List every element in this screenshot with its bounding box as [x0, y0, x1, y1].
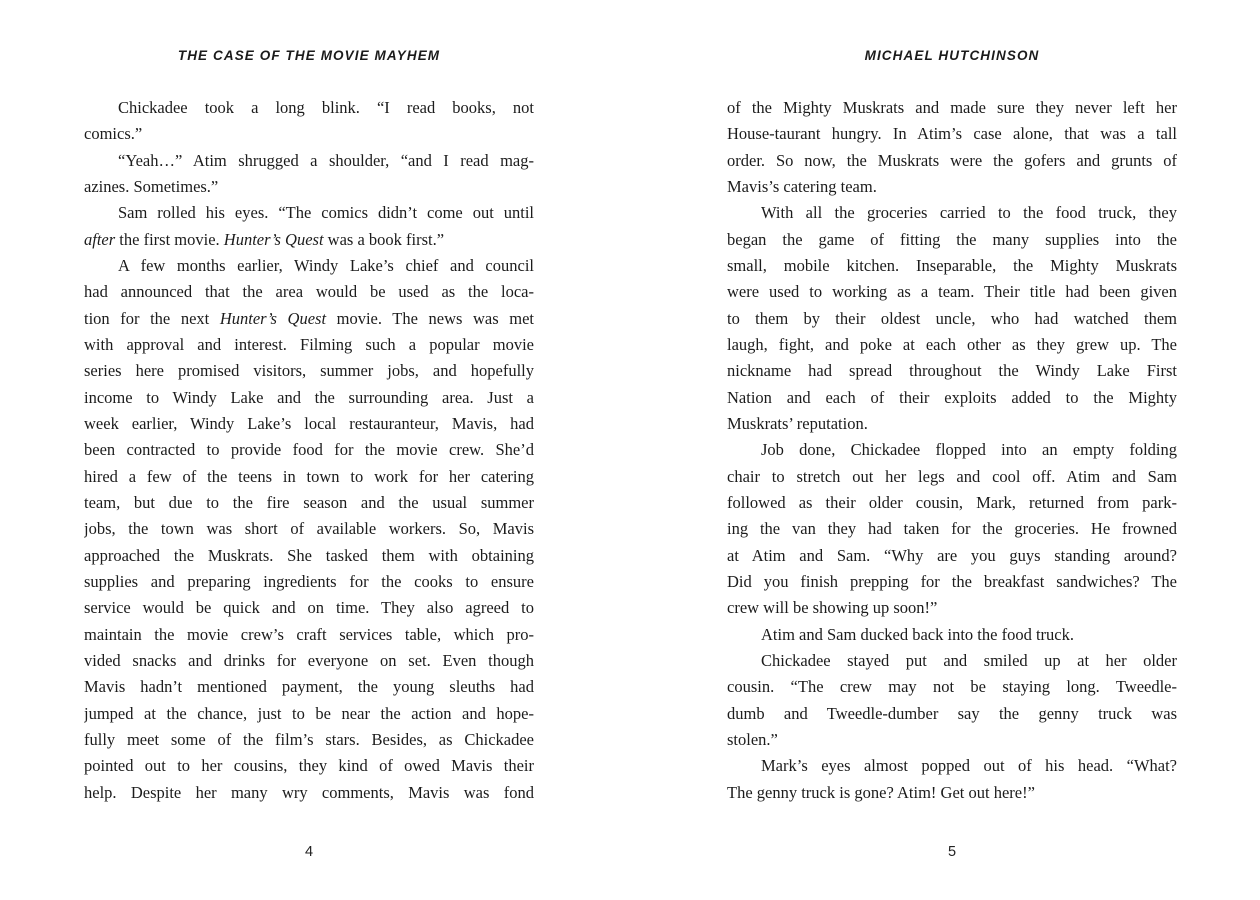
text-line: maintain the movie crew’s craft services table, which pro- — [84, 624, 534, 644]
running-header-left: THE CASE OF THE MOVIE MAYHEM — [177, 48, 441, 63]
text-line: income to Windy Lake and the surrounding area. Just a — [84, 387, 534, 407]
text-line: Atim and Sam ducked back into the food truck. — [761, 624, 1074, 644]
text-line: been contracted to provide food for the movie crew. She’d — [84, 440, 534, 460]
page-left — [84, 0, 534, 900]
text-line: Job done, Chickadee flopped into an empty folding — [761, 440, 1177, 460]
text-line: approached the Muskrats. She tasked them with obtaining — [84, 545, 534, 565]
text-line: Sam rolled his eyes. “The comics didn’t come out until — [118, 203, 534, 223]
page-number-left: 4 — [304, 844, 314, 860]
text-line: jobs, the town was short of available workers. So, Mavis — [84, 519, 534, 539]
text-line: comics.” — [84, 124, 143, 144]
text-line: Chickadee took a long blink. “I read books, not — [118, 98, 534, 117]
text-line: Mavis’s catering team. — [727, 176, 877, 196]
text-line: dumb and Tweedle-dumber say the genny truck was — [727, 703, 1177, 723]
text-line: “Yeah…” Atim shrugged a shoulder, “and I read mag- — [118, 150, 534, 170]
page-number-right: 5 — [947, 844, 957, 860]
text-line: supplies and preparing ingredients for the cooks to ensure — [84, 571, 534, 591]
text-line: nickname had spread throughout the Windy Lake First — [727, 361, 1177, 381]
text-line: fully meet some of the film’s stars. Besides, as Chickadee — [84, 729, 534, 749]
text-line: team, but due to the fire season and the usual summer — [84, 492, 534, 512]
text-line: at Atim and Sam. “Why are you guys standing around? — [727, 545, 1177, 565]
text-line: had announced that the area would be used as the loca- — [84, 282, 534, 302]
text-line: Chickadee stayed put and smiled up at her older — [761, 650, 1177, 670]
text-line: ing the van they had taken for the groceries. He frowned — [727, 519, 1177, 539]
text-line: Did you finish prepping for the breakfast sandwiches? The — [727, 571, 1177, 591]
text-line: laugh, fight, and poke at each other as they grew up. The — [727, 334, 1177, 354]
text-line: Mavis hadn’t mentioned payment, the young sleuths had — [84, 677, 534, 697]
text-line: with approval and interest. Filming such a popular movie — [84, 334, 534, 354]
text-lines — [727, 95, 1177, 806]
text-line: began the game of fitting the many supplies into the — [727, 229, 1177, 249]
text-line: series here promised visitors, summer jobs, and hopefully — [84, 361, 534, 381]
page-right — [727, 0, 1177, 900]
text-line: The genny truck is gone? Atim! Get out here!” — [727, 782, 1035, 802]
text-line: order. So now, the Muskrats were the gofers and grunts of — [727, 150, 1177, 170]
text-line: week earlier, Windy Lake’s local restauranteur, Mavis, had — [84, 413, 534, 433]
text-line: help. Despite her many wry comments, Mavis was fond — [84, 782, 534, 802]
text-line: Muskrats’ reputation. — [727, 413, 868, 433]
text-line: cousin. “The crew may not be staying long. Tweedle- — [727, 677, 1177, 697]
text-line: were used to working as a team. Their title had been given — [727, 282, 1177, 302]
text-line: tion for the next Hunter’s Quest movie. The news was met — [84, 308, 534, 328]
text-line: With all the groceries carried to the food truck, they — [761, 203, 1177, 223]
text-line: small, mobile kitchen. Inseparable, the Mighty Muskrats — [727, 255, 1177, 275]
text-line: jumped at the chance, just to be near the action and hope- — [84, 703, 534, 723]
text-line: followed as their older cousin, Mark, returned from park- — [727, 492, 1177, 512]
text-line: to them by their oldest uncle, who had watched them — [727, 308, 1177, 328]
text-line: Nation and each of their exploits added to the Mighty — [727, 387, 1177, 407]
text-lines — [84, 95, 534, 806]
text-line: azines. Sometimes.” — [84, 176, 219, 196]
text-line: chair to stretch out her legs and cool off. Atim and Sam — [727, 466, 1177, 486]
text-line: crew will be showing up soon!” — [727, 598, 938, 618]
running-header-right: MICHAEL HUTCHINSON — [864, 48, 1040, 63]
text-line: House-taurant hungry. In Atim’s case alone, that was a tall — [727, 124, 1177, 144]
text-line: stolen.” — [727, 729, 778, 749]
text-line: pointed out to her cousins, they kind of owed Mavis their — [84, 756, 534, 776]
text-line: service would be quick and on time. They also agreed to — [84, 598, 534, 618]
text-line: A few months earlier, Windy Lake’s chief and council — [118, 255, 534, 275]
text-line: after the first movie. Hunter’s Quest was a book first.” — [84, 229, 445, 249]
text-line: vided snacks and drinks for everyone on set. Even though — [84, 650, 534, 670]
text-line: Mark’s eyes almost popped out of his head. “What? — [761, 756, 1177, 776]
text-line: of the Mighty Muskrats and made sure they never left her — [727, 98, 1177, 117]
text-line: hired a few of the teens in town to work for her catering — [84, 466, 534, 486]
